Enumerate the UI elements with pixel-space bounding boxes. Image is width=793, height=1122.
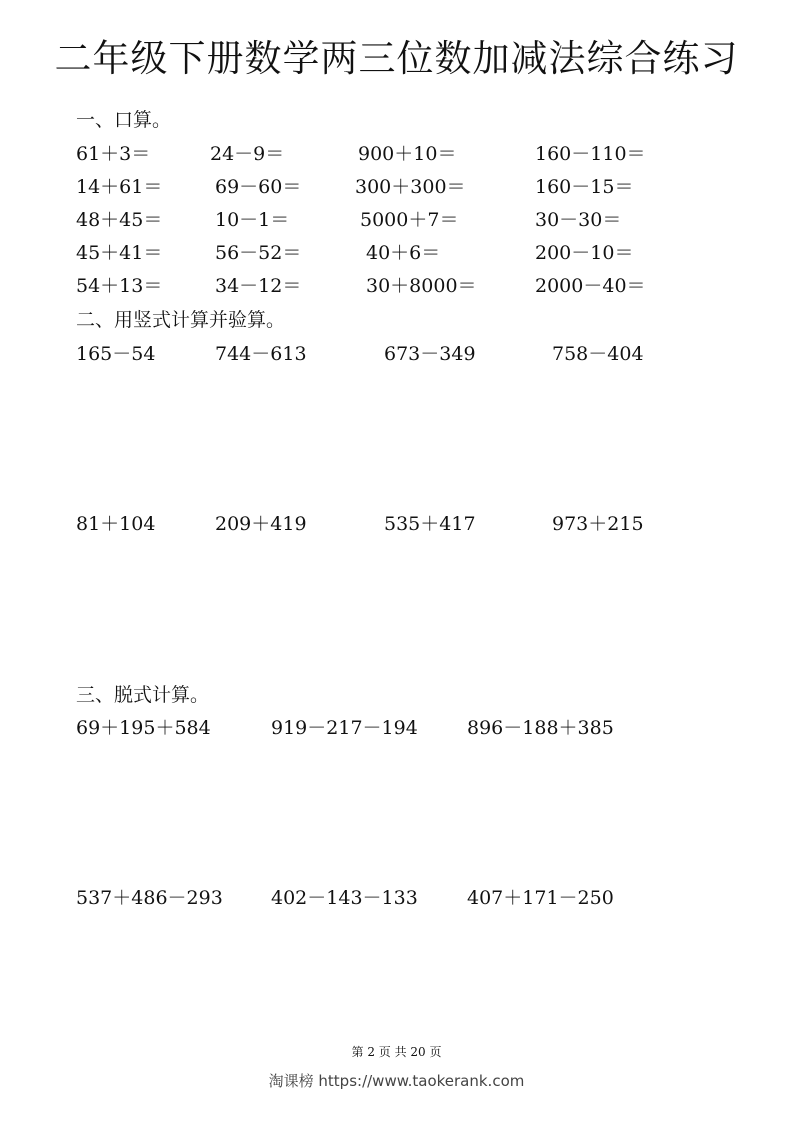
- oral-calc-item: 5000＋7＝: [360, 209, 459, 231]
- oral-calc-item: 2000－40＝: [535, 275, 646, 297]
- stepwise-calc-item: 402－143－133: [271, 887, 418, 909]
- vertical-calc-item: 535＋417: [384, 513, 476, 535]
- site-watermark: 淘课榜 https://www.taokerank.com: [268, 1072, 525, 1090]
- page-number: 第 2 页 共 20 页: [351, 1045, 442, 1059]
- stepwise-calc-item: 407＋171－250: [467, 887, 614, 909]
- stepwise-calc-item: 69＋195＋584: [76, 717, 211, 739]
- oral-calc-item: 160－110＝: [535, 143, 646, 165]
- oral-calc-item: 69－60＝: [215, 176, 302, 198]
- stepwise-calc-item: 919－217－194: [271, 717, 418, 739]
- oral-calc-item: 200－10＝: [535, 242, 634, 264]
- oral-calc-item: 56－52＝: [215, 242, 302, 264]
- oral-calc-item: 34－12＝: [215, 275, 302, 297]
- vertical-calc-item: 209＋419: [215, 513, 307, 535]
- vertical-calc-item: 165－54: [76, 343, 156, 365]
- oral-calc-item: 300＋300＝: [355, 176, 466, 198]
- vertical-calc-item: 673－349: [384, 343, 476, 365]
- section2-heading: 二、用竖式计算并验算。: [76, 309, 286, 331]
- section3-heading: 三、脱式计算。: [76, 684, 210, 706]
- stepwise-calc-item: 896－188＋385: [467, 717, 614, 739]
- vertical-calc-item: 758－404: [552, 343, 644, 365]
- oral-calc-item: 40＋6＝: [366, 242, 441, 264]
- oral-calc-item: 900＋10＝: [358, 143, 457, 165]
- section1-heading: 一、口算。: [76, 109, 172, 131]
- stepwise-calc-item: 537＋486－293: [76, 887, 223, 909]
- oral-calc-item: 61＋3＝: [76, 143, 151, 165]
- oral-calc-item: 160－15＝: [535, 176, 634, 198]
- vertical-calc-item: 973＋215: [552, 513, 644, 535]
- page-title: 二年级下册数学两三位数加减法综合练习: [54, 37, 739, 80]
- vertical-calc-item: 81＋104: [76, 513, 156, 535]
- oral-calc-item: 14＋61＝: [76, 176, 163, 198]
- oral-calc-item: 24－9＝: [210, 143, 285, 165]
- vertical-calc-item: 744－613: [215, 343, 307, 365]
- oral-calc-item: 48＋45＝: [76, 209, 163, 231]
- oral-calc-item: 30－30＝: [535, 209, 622, 231]
- oral-calc-item: 54＋13＝: [76, 275, 163, 297]
- oral-calc-item: 10－1＝: [215, 209, 290, 231]
- oral-calc-item: 45＋41＝: [76, 242, 163, 264]
- oral-calc-item: 30＋8000＝: [366, 275, 477, 297]
